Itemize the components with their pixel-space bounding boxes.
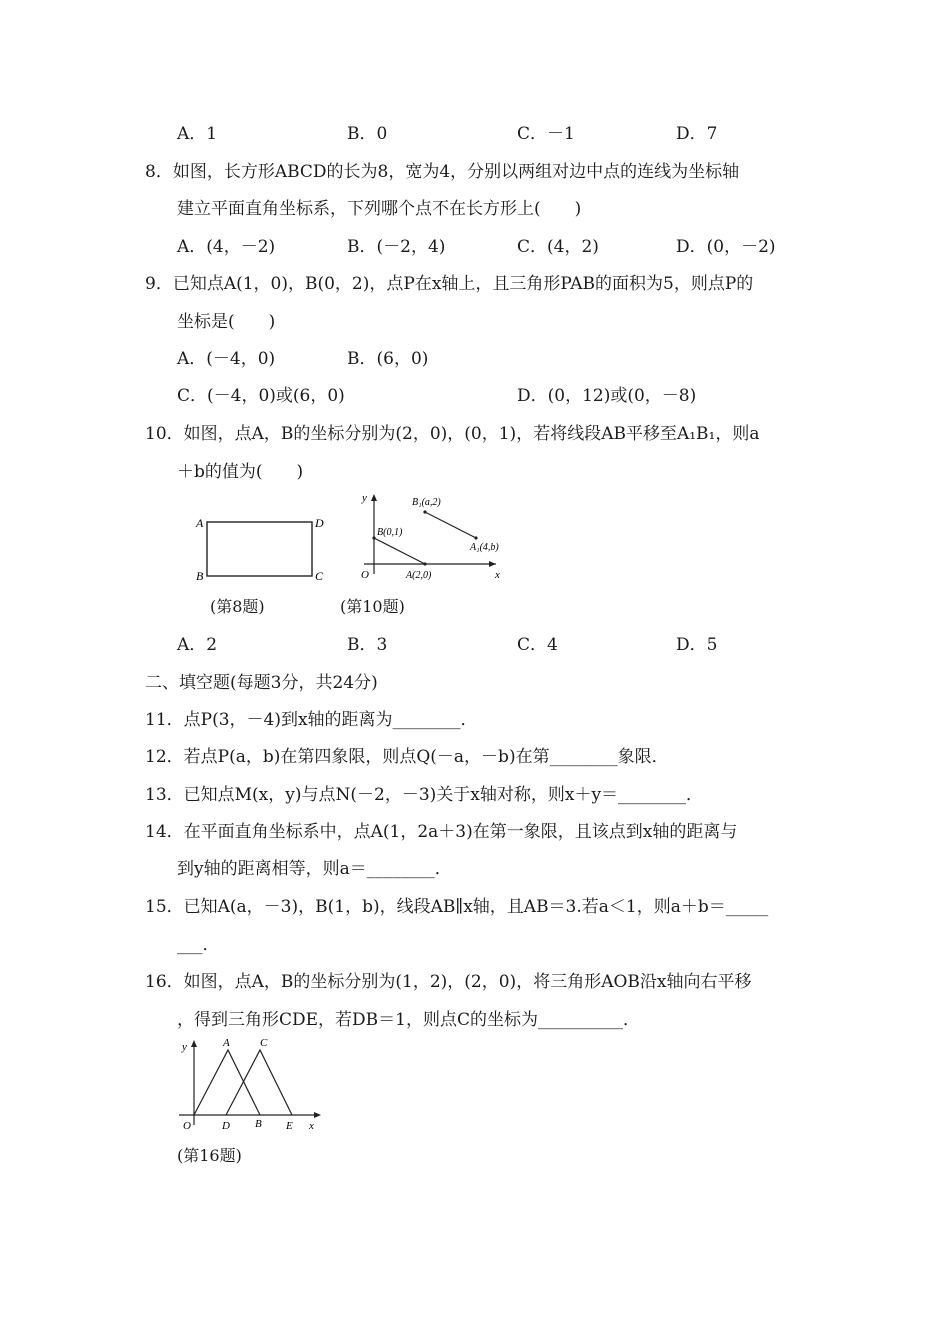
- label-b: B: [255, 1118, 262, 1130]
- figure-16-caption: (第16题): [177, 1146, 242, 1165]
- point-b: [372, 536, 375, 539]
- q9-stem-line2: 坐标是( ): [177, 312, 276, 332]
- q7-option-d: D．7: [676, 124, 718, 144]
- q10-stem-line1: 10．如图，点A，B的坐标分别为(2，0)，(0，1)，若将线段AB平移至A₁B₁，则a: [145, 424, 760, 444]
- q14-stem-line1: 14．在平面直角坐标系中，点A(1，2a＋3)在第一象限，且该点到x轴的距离与: [145, 822, 738, 842]
- y-axis-arrow: [371, 494, 377, 501]
- label-origin: O: [183, 1120, 191, 1132]
- q16-stem-line2: ，得到三角形CDE，若DB＝1，则点C的坐标为__________．: [177, 1010, 640, 1030]
- rectangle-abcd: [207, 522, 312, 576]
- label-x: x: [495, 569, 500, 581]
- label-a: A: [196, 516, 204, 530]
- point-a1: [474, 536, 477, 539]
- q15-stem-line2: ___．: [177, 935, 220, 955]
- q7-option-b: B．0: [347, 124, 388, 144]
- label-origin: O: [361, 569, 369, 581]
- label-y: y: [362, 492, 367, 504]
- q7-option-a: A．1: [177, 124, 218, 144]
- label-b1: B₁(a,2): [412, 497, 441, 508]
- q10-option-b: B．3: [347, 635, 388, 655]
- label-a1: A₁(4,b): [470, 542, 499, 553]
- q8-stem-line1: 8．如图，长方形ABCD的长为8，宽为4，分别以两组对边中点的连线为坐标轴: [145, 162, 740, 182]
- q10-stem-line2: ＋b的值为( ): [177, 462, 304, 482]
- q9-option-a: A．(－4，0): [177, 349, 276, 369]
- q16-stem-line1: 16．如图，点A，B的坐标分别为(1，2)，(2，0)，将三角形AOB沿x轴向右平移: [145, 972, 752, 992]
- label-x: x: [309, 1120, 314, 1132]
- q14-stem-line2: 到y轴的距离相等，则a＝________．: [177, 859, 452, 879]
- q8-option-a: A．(4，－2): [177, 237, 276, 257]
- point-a: [423, 562, 426, 565]
- figure-8-caption: (第8题): [210, 597, 265, 616]
- label-a20: A(2,0): [406, 570, 432, 581]
- label-d: D: [315, 516, 324, 530]
- q9-option-c: C．(－4，0)或(6，0): [177, 386, 345, 406]
- q8-option-b: B．(－2，4): [347, 237, 446, 257]
- figure-8-rectangle: [190, 508, 340, 592]
- point-b1: [423, 510, 426, 513]
- x-axis-arrow: [314, 1112, 321, 1118]
- label-a: A: [223, 1037, 230, 1049]
- q9-option-b: B．(6，0): [347, 349, 429, 369]
- x-axis-arrow: [489, 561, 496, 567]
- figure-10-caption: (第10题): [340, 597, 405, 616]
- label-b: B: [196, 569, 204, 583]
- q9-stem-line1: 9．已知点A(1，0)，B(0，2)，点P在x轴上，且三角形PAB的面积为5，则点P的: [145, 274, 754, 294]
- section-2-title: 二、填空题(每题3分，共24分): [145, 673, 378, 693]
- q8-option-d: D．(0，－2): [676, 237, 776, 257]
- label-d: D: [222, 1120, 230, 1132]
- q9-option-d: D．(0，12)或(0，－8): [517, 386, 697, 406]
- q12-stem: 12．若点P(a，b)在第四象限，则点Q(－a，－b)在第________象限．: [145, 747, 669, 767]
- triangle-cde: [226, 1050, 292, 1115]
- q10-option-c: C．4: [517, 635, 558, 655]
- label-c: C: [315, 569, 324, 583]
- figure-10-coordinate-plane: [350, 488, 510, 588]
- q8-stem-line2: 建立平面直角坐标系，下列哪个点不在长方形上( ): [177, 199, 582, 219]
- q10-option-d: D．5: [676, 635, 718, 655]
- q13-stem: 13．已知点M(x，y)与点N(－2，－3)关于x轴对称，则x＋y＝________．: [145, 785, 704, 805]
- label-y: y: [182, 1041, 187, 1053]
- y-axis-arrow: [191, 1040, 197, 1047]
- segment-ab: [374, 538, 425, 564]
- q10-option-a: A．2: [177, 635, 218, 655]
- label-e: E: [286, 1120, 293, 1132]
- segment-a1b1: [425, 512, 476, 538]
- q11-stem: 11．点P(3，－4)到x轴的距离为________．: [145, 710, 478, 730]
- q15-stem-line1: 15．已知A(a，－3)，B(1，b)，线段AB∥x轴，且AB＝3.若a＜1，则a＋b＝_____: [145, 897, 769, 917]
- q7-option-c: C．－1: [517, 124, 575, 144]
- label-b01: B(0,1): [377, 527, 403, 538]
- q8-option-c: C．(4，2): [517, 237, 599, 257]
- label-c: C: [260, 1037, 268, 1049]
- figure-16-triangles: [175, 1033, 325, 1133]
- triangle-aob: [194, 1050, 260, 1115]
